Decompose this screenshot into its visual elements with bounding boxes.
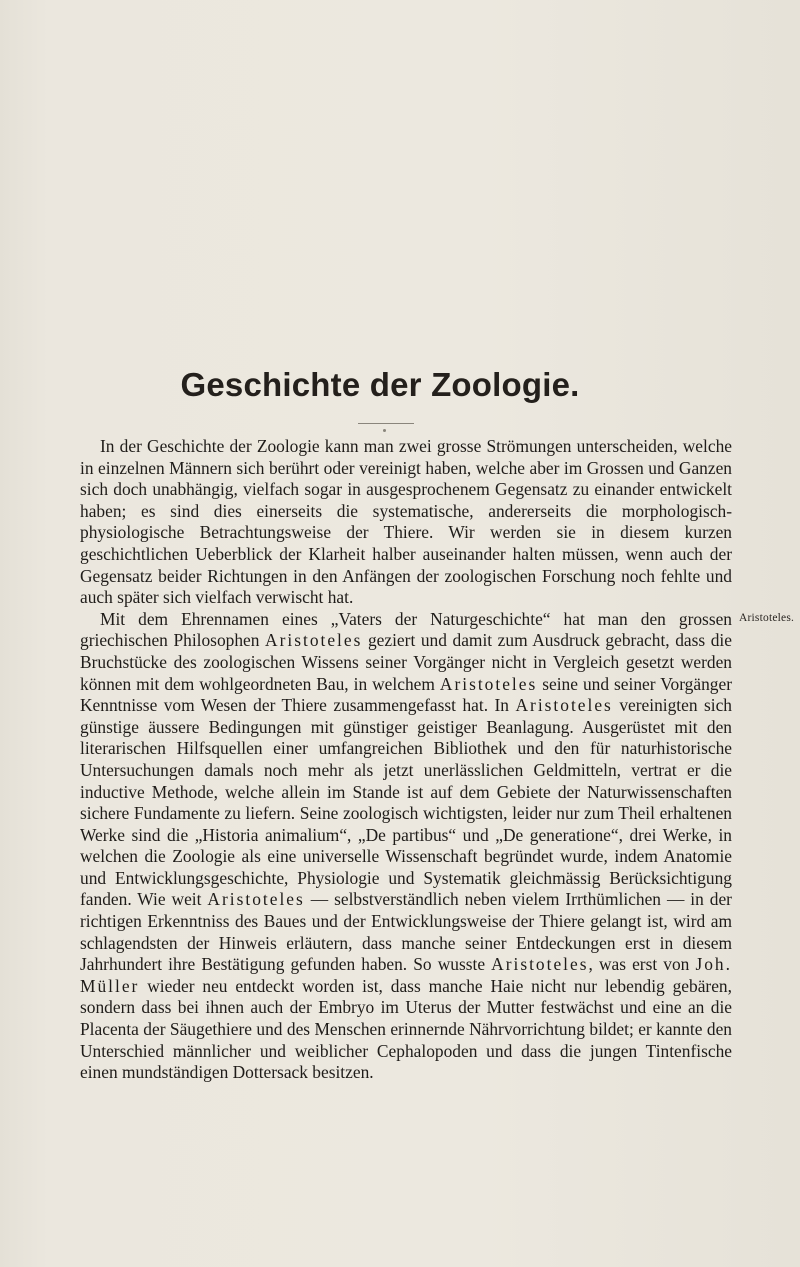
paragraph-text: Mit dem Ehrennamen eines „Vaters der Naturgeschichte“ hat man den grossen griechischen Philosophen xyxy=(80,608,732,651)
title-divider-dot xyxy=(383,429,386,432)
name-aristoteles: Aristoteles xyxy=(265,630,363,651)
paragraph-text: wieder neu entdeckt worden ist, dass manche Haie nicht nur lebendig gebären, sondern dass bei ihnen auch der Embryo im Uterus der Mutter festwächst und eine an die Placenta der Säugethiere und des Menschen erinnernde Nährvorrichtung bildet; er kannte den Unterschied männlicher und weiblicher Cephalopoden und dass die jungen Tintenfische einen mundständigen Dottersack besitzen. xyxy=(80,975,732,1083)
paragraph-text: — selbstverständlich neben vielem Irrthümlichen — in der richtigen Erkenntniss des Baues und der Entwicklungsweise der Thiere gelangt ist, wird am schlagendsten der Hinweis erläutern, dass manche seiner Entdeckungen erst in diesem Jahrhundert ihre Bestätigung gefunden haben. So wusste xyxy=(80,889,732,975)
paragraph-aristoteles xyxy=(80,609,732,1084)
margin-note: Aristoteles. xyxy=(739,612,795,624)
body-text xyxy=(80,436,732,1084)
paragraph-text: seine und seiner Vorgänger Kenntnisse vom Wesen der Thiere zusammengefasst hat. In xyxy=(80,673,732,716)
name-aristoteles: Aristoteles xyxy=(439,673,538,694)
title-divider xyxy=(358,423,414,424)
name-aristoteles: Aristoteles xyxy=(491,954,589,975)
paragraph-text: geziert und damit zum Ausdruck gebracht, dass die Bruchstücke des zoologischen Wissens seiner Vorgänger nicht in Vergleich gesetzt werden können mit dem wohlgeordneten Bau, in welchem xyxy=(80,630,732,694)
name-aristoteles: Aristoteles xyxy=(515,695,613,716)
chapter-title: Geschichte der Zoologie. xyxy=(180,366,580,403)
paragraph-text: , was erst von xyxy=(588,954,690,975)
name-mueller: Joh. Müller xyxy=(80,954,732,996)
paragraph-text: vereinigten sich günstige äussere Bedingungen mit günstiger geistiger Beanlagung. Ausgerüstet mit den literarischen Hilfsquellen einer umfangreichen Bibliothek und den für naturhistorische Untersuchungen damals noch mehr als jetzt unerlässlichen Geldmitteln, vertrat er die inductive Methode, welche allein im Stande ist auf dem Gebiete der Naturwissenschaften sichere Fundamente zu liefern. Seine zoologisch wichtigsten, leider nur zum Theil erhaltenen Werke sind die „Historia animalium“, „De partibus“ und „De generatione“, drei Werke, in welchen die Zoologie als eine universelle Wissenschaft begründet wurde, indem Anatomie und Entwicklungsgeschichte, Physiologie und Systematik gleichmässig Berücksichtigung fanden. Wie weit xyxy=(80,695,733,910)
paragraph-intro: In der Geschichte der Zoologie kann man zwei grosse Strömungen unterscheiden, welche in einzelnen Männern sich berührt oder vereinigt haben, welche aber im Grossen und Ganzen sich doch unabhängig, vielfach sogar in ausgesprochenem Gegensatz zu einander entwickelt haben; es sind dies einerseits die systematische, andererseits die morphologisch-physiologische Betrachtungsweise der Thiere. Wir werden sie in diesem kurzen geschichtlichen Ueberblick der Klarheit halber auseinander halten müssen, wenn auch der Gegensatz beider Richtungen in den Anfängen der zoologischen Forschung noch fehlte und auch später sich vielfach verwischt hat. xyxy=(80,436,732,608)
name-aristoteles: Aristoteles xyxy=(207,889,305,910)
